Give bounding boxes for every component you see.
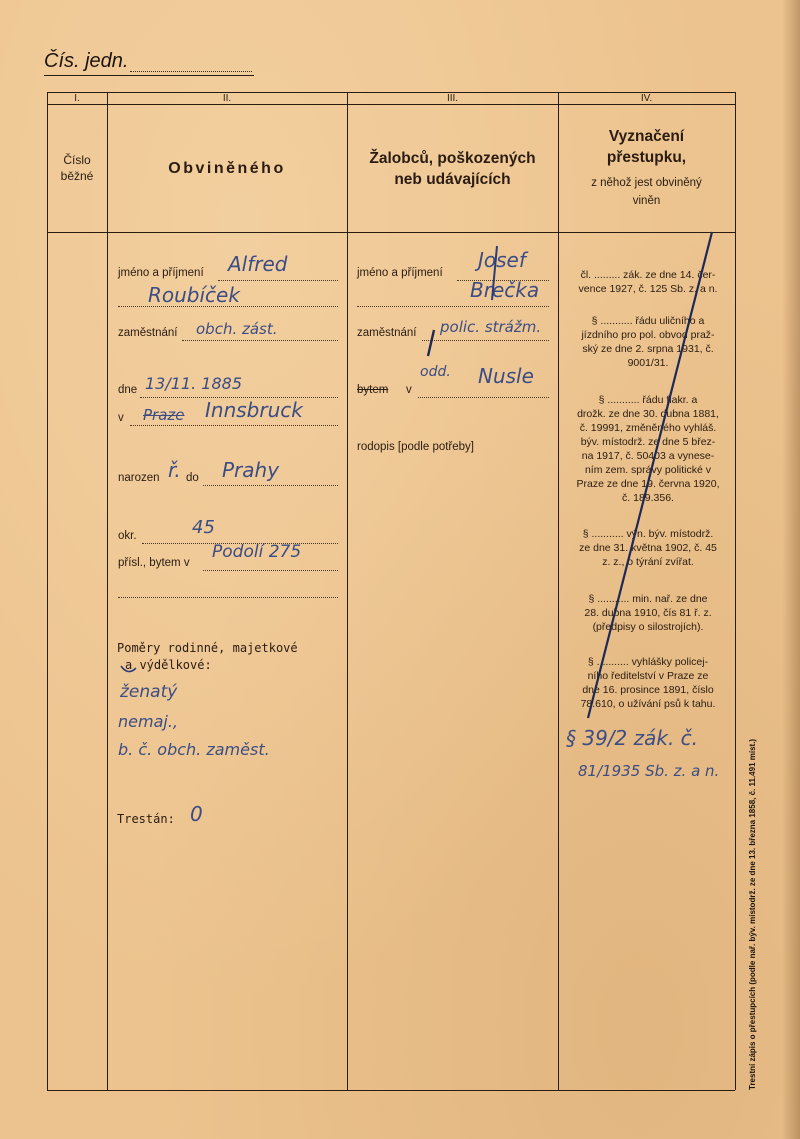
offense-p6-line-1: § ........... vyhlášky policej- (587, 656, 709, 668)
offense-p3-line-2: drožk. ze dne 30. dubna 1881, (577, 408, 719, 420)
offense-p5-line-3: (předpisy o silostrojích). (592, 621, 704, 633)
column-title-cislo-line-1: Číslo (63, 153, 91, 167)
accused-district-value: 45 (192, 517, 215, 538)
accused-in-value: Innsbruck (205, 398, 303, 422)
circumstances-label-line-2: a výdělkové: (125, 658, 212, 672)
plaintiff-name-stroke (492, 246, 497, 300)
offense-p2-line-4: 9001/31. (627, 357, 669, 369)
plaintiff-bytem-value-1: odd. (420, 364, 451, 380)
offense-p3-line-3: č. 19991, změněného vyhláš. (579, 422, 717, 434)
offense-p6-line-4: 78.610, o užívání psů k tahu. (580, 698, 716, 710)
column-subtitle-line-1: z něhož jest obviněný (591, 177, 702, 189)
column-numeral-4: IV. (640, 93, 653, 104)
side-form-title: Trestní zápis o přestupcích (podle nař. býv. místodrž. ze dne 13. března 1858, č. 11.491 míst.) (748, 738, 757, 1090)
circumstances-label-line-1: Poměry rodinné, majetkové (117, 641, 298, 655)
offense-p4-line-1: § ........... výn. býv. místodrž. (582, 528, 714, 540)
accused-occupation-value: obch. zást. (196, 320, 278, 338)
accused-date-value: 13/11. 1885 (145, 374, 242, 393)
column-numeral-2: II. (222, 93, 232, 104)
column-title-zalobcu-line-1: Žalobců, poškozených (369, 150, 536, 167)
offense-p1-line-1: čl. ......... zák. ze dne 14. čer- (580, 269, 716, 281)
offense-p6-line-2: ního ředitelství v Praze ze (587, 670, 709, 682)
offense-p4-line-3: z. z., o týrání zvířat. (602, 556, 694, 568)
accused-domicile-label: přísl., bytem v (118, 557, 190, 569)
accused-born-label: narozen (118, 472, 160, 484)
accused-circumstances-value-2: nemaj., (118, 712, 178, 731)
accused-name-value-1: Alfred (228, 252, 288, 276)
offense-handwritten-line-1: § 39/2 zák. č. (566, 726, 699, 750)
offense-p3-line-1: § ........... řádu fiakr. a (598, 394, 698, 406)
offense-p2-line-1: § ........... řádu uličního a (591, 315, 705, 327)
offense-p2-line-3: ský ze dne 2. srpna 1931, č. (582, 343, 714, 355)
offense-p4-line-2: ze dne 31. května 1902, č. 45 (579, 542, 717, 554)
accused-domicile-value: Podolí 275 (212, 542, 302, 562)
accused-to-label: do (186, 472, 199, 484)
offense-strike-line (588, 232, 712, 718)
column-numeral-3: III. (446, 93, 459, 104)
accused-punished-label: Trestán: (117, 812, 175, 826)
plaintiff-occupation-label: zaměstnání (357, 327, 417, 339)
plaintiff-rodopis-label: rodopis [podle potřeby] (357, 441, 474, 453)
column-title-obvineneho: Obviněného (168, 160, 286, 177)
column-subtitle-line-2: viněn (632, 195, 661, 207)
accused-date-label: dne (118, 384, 138, 396)
offense-p3-line-4: býv. místodrž. ze dne 5 břez- (580, 436, 716, 448)
plaintiff-occupation-stroke (428, 330, 434, 356)
offense-p5-line-1: § ........... min. nař. ze dne (588, 593, 708, 605)
plaintiff-name-value-1: Josef (478, 248, 526, 272)
accused-district-label: okr. (118, 530, 137, 542)
offense-p2-line-2: jízdního pro pol. obvod praž- (581, 329, 715, 341)
plaintiff-occupation-value: polic. strážm. (440, 318, 542, 336)
circumstances-check-mark (121, 666, 136, 672)
offense-p1-line-2: vence 1927, č. 125 Sb. z. a n. (578, 283, 718, 295)
offense-p3-line-7: Praze ze dne 19. června 1920, (576, 478, 720, 490)
accused-in-value-struck: Praze (143, 406, 185, 424)
accused-name-label: jméno a příjmení (118, 267, 204, 279)
offense-p3-line-6: ním zem. správy politické v (584, 464, 712, 476)
column-title-vyznaceni-line-2: přestupku, (606, 149, 687, 166)
accused-name-value-2: Roubíček (148, 283, 240, 307)
accused-punished-value: 0 (190, 802, 203, 826)
accused-occupation-label: zaměstnání (118, 327, 178, 339)
plaintiff-v-label: v (406, 384, 412, 396)
column-title-zalobcu-line-2: neb udávajících (394, 171, 511, 188)
plaintiff-bytem-value-2: Nusle (478, 364, 534, 388)
column-title-cislo-line-2: běžné (60, 169, 94, 183)
plaintiff-bytem-label: bytem (357, 384, 389, 396)
accused-to-value: Prahy (222, 458, 280, 482)
offense-p3-line-5: na 1917, č. 50403 a vynese- (581, 450, 715, 462)
column-numeral-1: I. (74, 93, 80, 104)
offense-p5-line-2: 28. dubna 1910, čís 81 ř. z. (584, 607, 712, 619)
accused-in-label: v (118, 412, 124, 424)
offense-p3-line-8: č. 189.356. (622, 492, 674, 504)
column-title-vyznaceni-line-1: Vyznačení (608, 128, 685, 145)
plaintiff-name-value-2: Brečka (470, 278, 540, 302)
accused-circumstances-value-1: ženatý (120, 682, 178, 702)
offense-p6-line-3: dne 16. prosince 1891, číslo (582, 684, 714, 696)
accused-circumstances-value-3: b. č. obch. zaměst. (118, 740, 270, 759)
plaintiff-name-label: jméno a příjmení (357, 267, 443, 279)
cis-jedn-label: Čís. jedn. (44, 50, 129, 72)
accused-born-value: ř. (168, 458, 181, 482)
offense-handwritten-line-2: 81/1935 Sb. z. a n. (578, 762, 720, 780)
